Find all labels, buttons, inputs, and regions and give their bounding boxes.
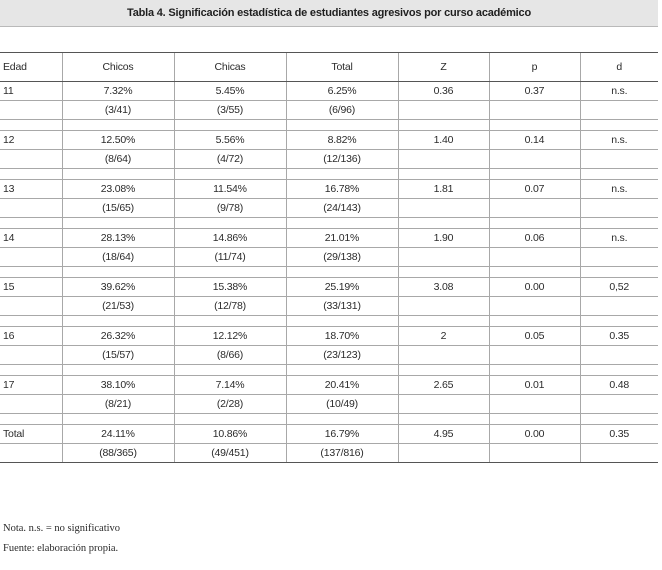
cell-chicas-n: (8/66): [174, 346, 286, 365]
spacer-cell: [580, 316, 658, 327]
cell-chicos-pct: 38.10%: [62, 376, 174, 395]
header-p: p: [489, 53, 580, 82]
cell-chicos-n: (88/365): [62, 444, 174, 463]
cell-edad: 16: [0, 327, 62, 346]
header-z: Z: [398, 53, 489, 82]
spacer-cell: [0, 169, 62, 180]
cell-d-empty: [580, 395, 658, 414]
spacer-cell: [489, 316, 580, 327]
cell-z: 1.90: [398, 229, 489, 248]
spacer-cell: [286, 267, 398, 278]
spacer-cell: [174, 120, 286, 131]
cell-chicas-pct: 12.12%: [174, 327, 286, 346]
cell-total-pct: 6.25%: [286, 82, 398, 101]
table-row-counts: [0, 150, 658, 169]
cell-total-n: (23/123): [286, 346, 398, 365]
header-d: d: [580, 53, 658, 82]
cell-edad-empty: [0, 297, 62, 316]
cell-d: n.s.: [580, 229, 658, 248]
spacer-cell: [286, 365, 398, 376]
cell-d: 0,52: [580, 278, 658, 297]
cell-chicos-n: (8/64): [62, 150, 174, 169]
cell-d-empty: [580, 297, 658, 316]
spacer-cell: [174, 316, 286, 327]
cell-p: 0.01: [489, 376, 580, 395]
spacer-cell: [398, 267, 489, 278]
spacer-cell: [580, 169, 658, 180]
cell-p-empty: [489, 395, 580, 414]
spacer-cell: [0, 414, 62, 425]
cell-chicas-pct: 11.54%: [174, 180, 286, 199]
cell-edad-empty: [0, 395, 62, 414]
cell-d: n.s.: [580, 131, 658, 150]
cell-p-empty: [489, 346, 580, 365]
table-row: [0, 425, 658, 444]
cell-edad: 17: [0, 376, 62, 395]
cell-chicos-pct: 7.32%: [62, 82, 174, 101]
spacer-cell: [580, 218, 658, 229]
cell-d-empty: [580, 346, 658, 365]
table-row-counts: [0, 199, 658, 218]
cell-z-empty: [398, 297, 489, 316]
cell-edad-empty: [0, 346, 62, 365]
spacer-cell: [0, 365, 62, 376]
spacer-row: [0, 365, 658, 376]
spacer-cell: [62, 365, 174, 376]
cell-total-n: (6/96): [286, 101, 398, 120]
cell-z-empty: [398, 101, 489, 120]
cell-z: 3.08: [398, 278, 489, 297]
spacer-cell: [286, 414, 398, 425]
spacer-cell: [580, 120, 658, 131]
cell-total-n: (24/143): [286, 199, 398, 218]
spacer-cell: [174, 169, 286, 180]
cell-edad: 15: [0, 278, 62, 297]
spacer-cell: [0, 120, 62, 131]
cell-p-empty: [489, 444, 580, 463]
spacer-cell: [62, 218, 174, 229]
cell-total-n: (12/136): [286, 150, 398, 169]
spacer-cell: [174, 414, 286, 425]
cell-chicos-n: (18/64): [62, 248, 174, 267]
table-row-counts: [0, 101, 658, 120]
spacer-cell: [286, 169, 398, 180]
cell-chicos-pct: 23.08%: [62, 180, 174, 199]
cell-edad: Total: [0, 425, 62, 444]
cell-z: 1.40: [398, 131, 489, 150]
cell-chicas-pct: 15.38%: [174, 278, 286, 297]
cell-chicas-n: (4/72): [174, 150, 286, 169]
table-row-counts: [0, 297, 658, 316]
cell-edad: 14: [0, 229, 62, 248]
spacer-cell: [286, 218, 398, 229]
spacer-cell: [580, 267, 658, 278]
cell-p-empty: [489, 297, 580, 316]
cell-p: 0.00: [489, 425, 580, 444]
cell-edad: 11: [0, 82, 62, 101]
table-row-counts: [0, 395, 658, 414]
cell-chicas-n: (49/451): [174, 444, 286, 463]
cell-p-empty: [489, 199, 580, 218]
spacer-cell: [489, 267, 580, 278]
cell-chicas-n: (11/74): [174, 248, 286, 267]
cell-p: 0.37: [489, 82, 580, 101]
cell-chicas-pct: 5.56%: [174, 131, 286, 150]
spacer-cell: [489, 218, 580, 229]
cell-p: 0.14: [489, 131, 580, 150]
spacer-cell: [398, 218, 489, 229]
cell-d-empty: [580, 150, 658, 169]
cell-edad-empty: [0, 199, 62, 218]
cell-chicas-pct: 5.45%: [174, 82, 286, 101]
spacer-cell: [0, 316, 62, 327]
cell-total-n: (29/138): [286, 248, 398, 267]
table-row-counts: [0, 444, 658, 463]
cell-z: 2.65: [398, 376, 489, 395]
cell-d-empty: [580, 248, 658, 267]
cell-chicos-n: (15/57): [62, 346, 174, 365]
spacer-row: [0, 169, 658, 180]
cell-chicas-pct: 14.86%: [174, 229, 286, 248]
spacer-cell: [489, 365, 580, 376]
cell-chicos-pct: 39.62%: [62, 278, 174, 297]
cell-chicas-pct: 7.14%: [174, 376, 286, 395]
cell-d: 0.35: [580, 425, 658, 444]
spacer-cell: [62, 169, 174, 180]
cell-chicas-n: (2/28): [174, 395, 286, 414]
cell-chicas-n: (3/55): [174, 101, 286, 120]
cell-z-empty: [398, 248, 489, 267]
cell-edad: 12: [0, 131, 62, 150]
cell-total-pct: 20.41%: [286, 376, 398, 395]
cell-d-empty: [580, 101, 658, 120]
cell-total-pct: 16.78%: [286, 180, 398, 199]
spacer-cell: [62, 120, 174, 131]
cell-total-pct: 16.79%: [286, 425, 398, 444]
header-edad: Edad: [0, 53, 62, 82]
cell-z: 0.36: [398, 82, 489, 101]
spacer-row: [0, 414, 658, 425]
cell-edad-empty: [0, 444, 62, 463]
cell-chicos-n: (21/53): [62, 297, 174, 316]
cell-total-n: (137/816): [286, 444, 398, 463]
table-row: [0, 180, 658, 199]
header-chicos: Chicos: [62, 53, 174, 82]
spacer-cell: [0, 218, 62, 229]
table-row-counts: [0, 248, 658, 267]
cell-edad: 13: [0, 180, 62, 199]
cell-z-empty: [398, 199, 489, 218]
header-total: Total: [286, 53, 398, 82]
cell-chicos-pct: 26.32%: [62, 327, 174, 346]
cell-z-empty: [398, 150, 489, 169]
spacer-cell: [174, 365, 286, 376]
cell-p: 0.06: [489, 229, 580, 248]
table-source: Fuente: elaboración propia.: [3, 543, 119, 554]
table-row: [0, 131, 658, 150]
cell-d-empty: [580, 199, 658, 218]
cell-chicos-pct: 28.13%: [62, 229, 174, 248]
spacer-cell: [580, 414, 658, 425]
cell-chicas-n: (9/78): [174, 199, 286, 218]
table-note: Nota. n.s. = no significativo: [3, 523, 121, 534]
cell-z-empty: [398, 444, 489, 463]
spacer-cell: [62, 414, 174, 425]
cell-d: n.s.: [580, 82, 658, 101]
spacer-cell: [398, 414, 489, 425]
table-row: [0, 327, 658, 346]
cell-chicos-n: (8/21): [62, 395, 174, 414]
cell-chicos-n: (15/65): [62, 199, 174, 218]
cell-p-empty: [489, 101, 580, 120]
header-row: [0, 53, 658, 82]
cell-p: 0.05: [489, 327, 580, 346]
cell-total-pct: 18.70%: [286, 327, 398, 346]
spacer-cell: [174, 218, 286, 229]
cell-z: 1.81: [398, 180, 489, 199]
cell-z: 4.95: [398, 425, 489, 444]
spacer-cell: [489, 120, 580, 131]
cell-z-empty: [398, 395, 489, 414]
spacer-cell: [580, 365, 658, 376]
spacer-cell: [398, 169, 489, 180]
spacer-cell: [286, 316, 398, 327]
cell-chicas-n: (12/78): [174, 297, 286, 316]
cell-p: 0.00: [489, 278, 580, 297]
cell-edad-empty: [0, 150, 62, 169]
cell-edad-empty: [0, 101, 62, 120]
spacer-cell: [174, 267, 286, 278]
cell-d-empty: [580, 444, 658, 463]
spacer-cell: [398, 120, 489, 131]
cell-p-empty: [489, 248, 580, 267]
spacer-cell: [62, 316, 174, 327]
cell-chicos-pct: 12.50%: [62, 131, 174, 150]
table-row-counts: [0, 346, 658, 365]
data-table: [0, 52, 658, 463]
cell-total-n: (33/131): [286, 297, 398, 316]
table-caption: Tabla 4. Significación estadística de estudiantes agresivos por curso académico: [0, 0, 658, 27]
table-row: [0, 229, 658, 248]
spacer-cell: [489, 414, 580, 425]
cell-chicos-pct: 24.11%: [62, 425, 174, 444]
header-chicas: Chicas: [174, 53, 286, 82]
cell-p-empty: [489, 150, 580, 169]
cell-p: 0.07: [489, 180, 580, 199]
table-row: [0, 376, 658, 395]
cell-total-n: (10/49): [286, 395, 398, 414]
cell-d: 0.35: [580, 327, 658, 346]
spacer-cell: [489, 169, 580, 180]
spacer-cell: [0, 267, 62, 278]
table-row: [0, 82, 658, 101]
cell-total-pct: 21.01%: [286, 229, 398, 248]
table-row: [0, 278, 658, 297]
cell-edad-empty: [0, 248, 62, 267]
spacer-cell: [62, 267, 174, 278]
spacer-row: [0, 316, 658, 327]
cell-z-empty: [398, 346, 489, 365]
cell-total-pct: 8.82%: [286, 131, 398, 150]
spacer-row: [0, 120, 658, 131]
spacer-cell: [286, 120, 398, 131]
cell-z: 2: [398, 327, 489, 346]
cell-d: n.s.: [580, 180, 658, 199]
cell-total-pct: 25.19%: [286, 278, 398, 297]
cell-d: 0.48: [580, 376, 658, 395]
cell-chicos-n: (3/41): [62, 101, 174, 120]
cell-chicas-pct: 10.86%: [174, 425, 286, 444]
spacer-row: [0, 267, 658, 278]
spacer-cell: [398, 365, 489, 376]
spacer-row: [0, 218, 658, 229]
spacer-cell: [398, 316, 489, 327]
